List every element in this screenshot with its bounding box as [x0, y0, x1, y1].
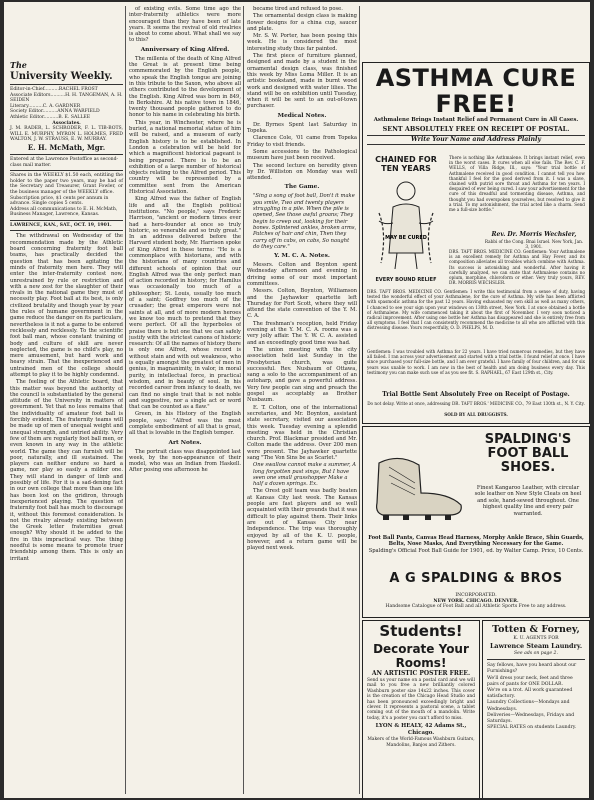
column-three — [247, 6, 357, 796]
article-paragraph: Some accessions to the Pathological museum have just been received. — [247, 148, 357, 162]
staff-line: Athletic Editor..........B. E. SALLEE — [10, 114, 91, 120]
totten-line: We'll dress your neck, feet and three pairs of pants for ONE DOLLAR. — [487, 675, 573, 687]
article-paragraph: The second lecture on heredity given by Dr. Williston on Monday was well attended. — [247, 162, 357, 182]
masthead-prefix: The — [10, 60, 27, 70]
article-paragraph: became tired and refused to pose. — [253, 6, 343, 12]
subscription-notice: Shares in the WEEKLY $1.50 each, entitling the holder to the paper two years, may be had of the Secretary and Treasurer, Grant Fowler, or the business manager of the WEEKLY office. — [10, 173, 123, 195]
spalding-company: A G SPALDING & BROS — [389, 571, 563, 586]
staff-line: Associate Editors..........H. H. TANGEMAN, A. H. SEIDEN — [10, 92, 123, 104]
medical-notes-heading: Medical Notes. — [277, 112, 327, 119]
dateline: LAWRENCE, KAN., SAT., OCT. 19, 1901. — [10, 222, 112, 228]
poem: One swallow cannot make a summer, A long forgotten past sings, But I have seen one small grasshopper Make a half a dozen springs. Ex. — [253, 462, 357, 488]
football-shoe-illustration — [369, 443, 469, 523]
asthma-headline: ASTHMA CURE FREE! — [375, 64, 577, 118]
totten-see-ads: See ads on page 2. — [514, 650, 558, 656]
spalding-pants-block — [367, 535, 585, 554]
totten-line: We're on a trot. All work guaranteed satisfactory. — [487, 688, 573, 700]
article-paragraph: of existing evils. Some time ago the inter-fraternity athletics were more encouraged than they have been of late years. It seems the revival of old rivalries is about to come about. What shall we say to this? — [129, 6, 241, 44]
editorial-paragraph: The withdrawal on Wednesday of the recommendation made by the Athletic board concerning fraternity foot ball teams, has practically decided the question that has been agitating the minds of fraternity men here. They will enter the inter-fraternity contest now, unrestrained by rule or restriction and with a new zest for the slaughter of their rivals in the national game they must of necessity play. Foot ball at its best, is only civilized brutality and though year by year the rules of humane government in the game reduce the danger on its particulars, nevertheless is it not a game to be entered recklessly and recklessly. To the scientific foot ball man, whose constant training of body and culture of skill are never neglected, the game is no child's play, no mere amusement, but hard work and heavy strain. That the inexperienced and untrained men of the college should attempt to play it to be highly condemnd. — [10, 233, 123, 378]
column-two — [129, 6, 241, 796]
chained-man-drawing — [367, 173, 445, 273]
spalding-headline: SPALDING'S FOOT BALL SHOES. — [484, 432, 572, 475]
article-paragraph: Green, in his History of the English people, says: "Alfred was the most complete embodiment of all that is great, all that is lovable in the English temper. — [129, 411, 241, 437]
asthma-footer: Do not delay. Write at once, addressing DR. TAFT BROS.' MEDICINE CO., 79 East 130th st., N. Y. City. — [367, 401, 585, 406]
spalding-catalogue: Handsome Catalogue of Foot Ball and all Athletic Sports Free to any address. — [385, 604, 567, 610]
entered-notice: Entered at the Lawrence Postoffice as second-class mail matter. — [10, 156, 119, 168]
rates-notice: Subscription price, $1 cents per annum in advance. Single copies 5 cents. — [10, 195, 109, 207]
asthma-write-line: Write Your Name and Address Plainly — [367, 135, 585, 145]
spalding-footer — [367, 593, 585, 610]
spalding-ad — [362, 426, 590, 618]
spalding-guide: Spalding's Official Foot Ball Guide for 1901, ed. by Walter Camp. Price, 10 Cents. — [368, 547, 584, 554]
king-alfred-heading: Anniversary of King Alfred. — [140, 46, 230, 53]
lyon-healy-address: LYON & HEALY, 42 Adams St., Chicago. — [375, 723, 467, 737]
staff-line: Society Editor..........ANNA WARFIELD — [10, 109, 100, 115]
totten-forney-ad — [482, 620, 590, 798]
illustration-cured-label: MAY BE CURED — [385, 235, 427, 241]
rev-name: Rev. Dr. Morris Wechsler, — [491, 231, 577, 238]
article-paragraph: Clarence Cole, '01 came from Topeka Friday to visit friends. — [247, 135, 357, 148]
rev-line: Rabbi of the Cong. Bnai Israel. New York, Jan. 3, 1901. — [484, 239, 584, 250]
article-paragraph: E. T. Colton, one of the international secretaries, and Mr. Boynton, assistant state secretary, visited our association this week. Tuesday evening a splendid meeting was held in the Christian church. Prof. Blackmar presided and Mr. Colton made the address. Over 200 men were present. The Jayhawker quartette sang "The Von Sins be as Scarlet." — [247, 404, 357, 461]
the-game-heading: The Game. — [284, 184, 320, 191]
article-paragraph: The portrait class was disappointed last week, by the non-appearance of their model, who was an Indian from Haskell. After posing one afternoon he — [129, 448, 241, 474]
article-paragraph: King Alfred was the father of English life and all the English political institutions. "No people," says Frederic Harrison, "ancient or modern times ever had a hero-founder at once so truly historic, so venerable and so truly great." In an address delivered before the Harvard student body, Mr. Harrison spoke of King Alfred in these terms: "He is a commonplace with historians, and with the historians of many countries and different schools of opinion that our English Alfred was the only perfect man of action recorded in history; for Hamilus was occasionally too much of a philosopher; St. Louis, usually too much of a saint; Godfrey too much of the crusader; the great emperors were not saints at all, and of more modern heroes we know too much to pretend that they were perfect. Of all the hyperboles of praise there is but one that we can safely justify with the strictest canons of historic research: Of all the names of history there is only one Alfred, whose record is without stain and with out weakness, who is equally amongst the greatest of men in genius, in magnanimity, in valor, in moral purity, in intellectual force, in practical wisdom, and in beauty of soul. In his recorded career from infancy to death, we can find no single trait that is not noble and suggestive, nor a single act or word that can be counted as a flaw." — [129, 196, 241, 411]
associates-heading: Associates. — [52, 120, 81, 126]
staff-list — [10, 87, 123, 121]
students-poster-ad — [362, 620, 480, 798]
spalding-incorporated: INCORPORATED. — [455, 593, 497, 598]
editorial-column — [10, 233, 123, 562]
spalding-cities: NEW YORK. CHICAGO. DENVER. — [433, 598, 519, 604]
poster-body: Send us your name on a postal card and we will mail to you free a new brilliantly colored Washburn poster size 14x22 inches. This cover is the creation of the Chicago Head Studio and has been pronounced exceedingly bright and clever. It represents a pastoral scene, a tablet coming out of the mouth of a mandolin. Write today, it's a poster you can't afford to miss. — [367, 678, 475, 721]
trial-bottle-line: Trial Bottle Sent Absolutely Free on Receipt of Postage. — [382, 391, 570, 398]
totten-line: Say fellows, have you heard about our Furnishings? — [487, 663, 577, 675]
masthead-name: University Weekly. — [10, 71, 113, 82]
totten-laundry: Lawrence Steam Laundry. — [489, 641, 583, 650]
lyon-healy-makers: Makers of the World-Famous Washburn Guitars, Mandolins, Banjos and Zithers. — [367, 737, 475, 748]
asthma-letter: Gentlemen: I was troubled with Asthma for 22 years. I have tried numerous remedies, but they have all failed. I ran across your advertisement and started with a trial bottle. I found relief at once. I have since purchased your full-size bottle, and I am ever grateful. I have family of four children, and for six years was unable to work. I am now in the best of health and am doing business every day. This testimony you can make such use of as you see fit. S. RAPHAEL, 67 East 129th st., City. — [367, 349, 585, 375]
article-paragraph: The freshman's reception, held Friday evening at the Y. M. C. A. rooms was a very jolly affair. The Y. W. C. A. assisted and an exceedingly good time was had. — [247, 320, 357, 346]
staff-line: Literary..........C. A. GARDNER — [10, 103, 81, 109]
article-paragraph: Messrs. Colton and Boynton spent Wednesday afternoon and evening in driving some of our most important committees. — [247, 262, 357, 287]
article-paragraph: The ornamental design class is making flower designs for a china cup, saucer and plate. — [247, 13, 357, 32]
totten-line: Deliveries—Wednesdays, Fridays and Saturdays. — [487, 712, 575, 725]
chained-man-illustration — [367, 155, 445, 285]
article-paragraph: This year, in Winchester, where he is buried, a national memorial statue of him will be raised, and a museum of early English history is to be established. In London a celebration will be held for which a magnificent historical pageant is being prepared. There is to be an exhibition of a large number of historical objects relating to the Alfred period. This country will be represented by a committee sent from the American Historical Association. — [129, 119, 241, 196]
article-paragraph: The first piece of furniture planned, designed and made by a student in the ornamental design class, was finished this week by Miss Loma Miller. It is an artistic bookstand, made in burnt wood work and designed with water lilies. The stand will be on exhibition until Tuesday, when it will be sent to an out-of-town purchaser. — [247, 53, 357, 110]
asthma-cure-ad — [362, 62, 590, 424]
totten-headline: Totten & Forney, — [492, 624, 580, 635]
associates-list: J. M. RADER, L. SCHRODER, F. L. TIB-BOTS, WILL E. MURPHY, MYRON L. HOLMES, FRED WALTON, J. W. STRAUSS, E. W. MURRAY. — [10, 126, 123, 143]
masthead-title — [10, 60, 123, 82]
article-paragraph: Mr. S. W. Porter, has been posing this week. He is considered the most interesting study thus far painted. — [247, 33, 357, 52]
asthma-letter: DRS. TAFT BROS. MEDICINE CO. Gentlemen: I write this testimonial from a sense of duty, having tested the wonderful effect of your Asthmalene, for the cure of Asthma. My wife has been afflicted with spasmodic asthma for the past 12 years. Having exhausted my own skill as well as many others, I chanced to see your sign upon your windows on 130th street, New York. I at once obtained a bottle of Asthmalene. My wife commenced taking it about the first of November. I very soon noticed a radical improvement. After using one bottle her Asthma has disappeared and she is entirely free from all symptoms. I feel that I can consistently recommend the medicine to all who are afflicted with this distressing disease. Yours respectfully, O. D. PHELPS, M. D. — [367, 289, 585, 331]
article-paragraph: The millenia of the death of King Alfred the Great is at present time being commemorated by the English people, who speak the English tongue are joining in this tribute to the Saxon, who above all others contributed to the development of the English. King Alfred was born in 849, in Berkshire. At his native town in 1846, twenty thousand people gathered to do honor to his name in celebrating his birth. — [129, 55, 241, 119]
spalding-body: Finest Kangaroo Leather, with circular sole leather on New Style Cleats on heel and sole, hand-sewed throughout. One highest quality line and every pair warranted. — [474, 485, 582, 517]
staff-line: Editor-in-Chief..........RACHEL FROST — [10, 87, 98, 92]
column-rule — [125, 6, 126, 794]
poster-offer: AN ARTISTIC POSTER FREE. — [371, 670, 471, 677]
asthma-subheadline: Asthmalene Brings Instant Relief and Permanent Cure in All Cases. — [373, 117, 579, 123]
asthma-letter: DRS. TAFT BROS. MEDICINE CO. Gentlemen: Your Asthmalene is an excellent remedy for Asthma and Hay Fever, and its composition alleviates all troubles which combine with Asthma. Its success is astonishing and wonderful. After having it carefully analyzed, we can state that Asthmalene contains no opium, morphine, chloroform or ether. Very truly yours, REV. DR. MORRIS WECHSLER. — [449, 249, 585, 286]
ymca-notes-heading: Y. M. C. A. Notes. — [274, 253, 330, 260]
asthma-sold-line: SOLD BY ALL DRUGGISTS. — [444, 412, 508, 417]
totten-line: Laundry Collections—Mondays and Wednesdays. — [487, 700, 570, 712]
poem: "Sing a song of foot ball, Don't it make you smile, Two and twenty players struggling in a pile. When the pile is opened, See those awful groans; They begin to creep out, looking for their bones. Splintered ankles, broken arms, Patches of hair and chin, Then they carry off in cabs, on cabs, So naught do they care." — [253, 193, 357, 250]
totten-line: SPECIAL RATES on students Laundry. — [487, 725, 577, 731]
asthma-testimonial: There is nothing like Asthmalene. It brings instant relief, even in the worst cases. It cures when all else fails. The Rev. C. F. WELLS, of Villa Ridge, Ill., says: "Your trial bottle of Asthmalene received in good condition. I cannot tell you how thankful I feel for the good derived from it. I was a slave, chained with putrid sore throat and Asthma for ten years. I despaired of ever being cured. I saw your advertisement for the cure of this dreadful and tormenting disease, Asthma, and thought you had overspoken yourselves, but resolved to give it a trial. To my astonishment, the trial acted like a charm. Send me a full-size bottle." — [449, 155, 585, 213]
manager-line: E. H. McMath, Mgr. — [27, 142, 106, 152]
article-paragraph: The Orest golf team was badly beaten at Kansas City last week. The Kansas people are fast players and so well acquainted with their grounds that it was difficult to play against them. Their links are out of Kansas City near Independence. The trip was thoroughly enjoyed by all of the K. U. people, however, and a return game will be played next week. — [247, 488, 357, 552]
art-notes-heading: Art Notes. — [168, 439, 202, 446]
illustration-caption-bottom: EVERY BOUND RELIEF — [375, 277, 437, 283]
column-rule — [359, 6, 360, 794]
asthma-offer: SENT ABSOLUTELY FREE ON RECEIPT OF POSTAL. — [382, 125, 570, 133]
students-headline: Students! — [379, 622, 463, 640]
totten-lines — [483, 663, 589, 731]
masthead — [10, 60, 123, 563]
decorate-headline: Decorate Your Rooms! — [373, 642, 469, 670]
article-paragraph: The union meeting with the city association held last Sunday in the Presbyterian church, was quite successful. Rev. Nusbaum of Ottawa, sang a solo to the accompaniment of an autoharp, and gave a powerful address. Very few people can sing and preach the gospel as acceptably as Brother Nusbaum. — [247, 346, 357, 404]
newspaper-page — [4, 2, 590, 798]
totten-agents: K. U. AGENTS FOR — [513, 636, 559, 641]
spalding-pants: Foot Ball Pants, Canvas Head Harness, Morphy Ankle Brace, Shin Guards, Belts, Nose Masks, And Everything Necessary for the Game. — [368, 535, 584, 548]
column-rule — [243, 6, 244, 794]
address-notice: Address all communications to E. H. McMath, Business Manager, Lawrence, Kansas. — [10, 206, 118, 218]
illustration-caption-top: CHAINED FOR TEN YEARS — [375, 155, 437, 173]
article-paragraph: Dr. Byrnes Spent last Saturday in Topeka. — [247, 121, 357, 135]
article-paragraph: Messrs. Colton, Boynton, Williamson and the Jayhawker quartette left Thursday for Fort Scott, where they will attend the state convention of the Y. M. C. A. — [247, 288, 357, 320]
editorial-paragraph: The feeling of the Athletic board, that this matter was beyond the authority of the council is substantiated by the general attitude of the University in matters of government. Yet that no less remains that the individuality of amateur foot ball is forcibly evident. The fraternity teams will be made up of men of unequal weight and unequal strength, and untried ability. Very few of them are regularly foot ball men, or even known in any way in the athletic world. The game they can furnish will be poor, naturally, and ill sustained. The players can neither endure so hard a game, nor play so easily a milder one. They will stand in danger of limb and possibly of life. For it is a sad-dening fact in our own college that more than one life has been lost on the gridiron, through inexperienced playing. The question of fraternity foot ball has much to discourage it, without this foremost consideration. Is not the rivalry already existing between the Greek letter fraternities great enough? Why should it be added to the fire in this impractical way. The thing needful is some means to promote truer friendship among them. This is only an irritant — [10, 379, 123, 562]
